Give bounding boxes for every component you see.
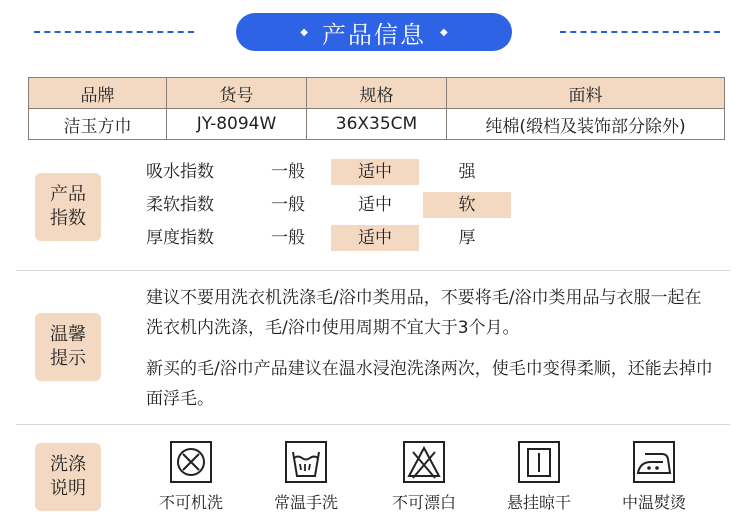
value-fabric: 纯棉(缎档及装饰部分除外) (447, 109, 725, 140)
section-divider (16, 424, 730, 425)
header-size: 规格 (307, 78, 447, 109)
level-option-selected: 适中 (331, 225, 419, 251)
care-label: 中温熨烫 (621, 493, 686, 512)
index-name: 厚度指数 (146, 228, 214, 248)
medium-iron-icon (632, 440, 676, 484)
diamond-icon: ◆ (300, 26, 308, 38)
index-name: 柔软指数 (146, 195, 214, 215)
section-title-banner (236, 13, 512, 51)
care-item-medium-iron (609, 440, 699, 513)
care-label: 不可漂白 (391, 493, 456, 512)
level-option: 一般 (271, 195, 305, 215)
diamond-icon: ◆ (440, 26, 448, 38)
section-divider (16, 270, 730, 271)
level-option: 适中 (358, 195, 392, 215)
care-item-no-bleach (379, 440, 469, 513)
spec-table (28, 77, 725, 140)
no-machine-wash-icon (169, 440, 213, 484)
level-option: 一般 (271, 162, 305, 182)
value-item-no: JY-8094W (167, 109, 307, 140)
index-row-thickness (146, 225, 526, 253)
header-item-no: 货号 (167, 78, 307, 109)
no-bleach-icon (402, 440, 446, 484)
index-name: 吸水指数 (146, 162, 214, 182)
level-option-selected: 软 (423, 192, 511, 218)
care-item-no-machine-wash (146, 440, 236, 513)
hand-wash-icon (284, 440, 328, 484)
hang-dry-icon (517, 440, 561, 484)
spec-value-row (29, 109, 725, 140)
care-label: 悬挂晾干 (506, 493, 571, 512)
tip-paragraph-1: 建议不要用洗衣机洗涤毛/浴巾类用品，不要将毛/浴巾类用品与衣服一起在洗衣机内洗涤，毛/浴巾使用周期不宜大于3个月。 (146, 288, 702, 338)
care-section-label: 洗涤 说明 (35, 443, 101, 511)
level-option: 一般 (271, 228, 305, 248)
value-size: 36X35CM (307, 109, 447, 140)
spec-header-row (29, 78, 725, 109)
tip-paragraph-2: 新买的毛/浴巾产品建议在温水浸泡洗涤两次，使毛巾变得柔顺，还能去掉巾面浮毛。 (146, 359, 713, 409)
section-title: 产品信息 (322, 20, 426, 49)
tips-section-label: 温馨 提示 (35, 313, 101, 381)
level-option: 强 (458, 162, 476, 182)
level-option-selected: 适中 (331, 159, 419, 185)
care-label: 不可机洗 (158, 493, 223, 512)
index-row-absorbency (146, 159, 526, 187)
care-item-hand-wash (261, 440, 351, 513)
care-item-hang-dry (494, 440, 584, 513)
level-option: 厚 (458, 228, 476, 248)
header-dashed-line-right (560, 31, 720, 33)
header-fabric: 面料 (447, 78, 725, 109)
header-brand: 品牌 (29, 78, 167, 109)
care-label: 常温手洗 (273, 493, 338, 512)
index-row-softness (146, 192, 526, 220)
header-dashed-line-left (34, 31, 194, 33)
value-brand: 洁玉方巾 (29, 109, 167, 140)
indices-section-label: 产品 指数 (35, 173, 101, 241)
